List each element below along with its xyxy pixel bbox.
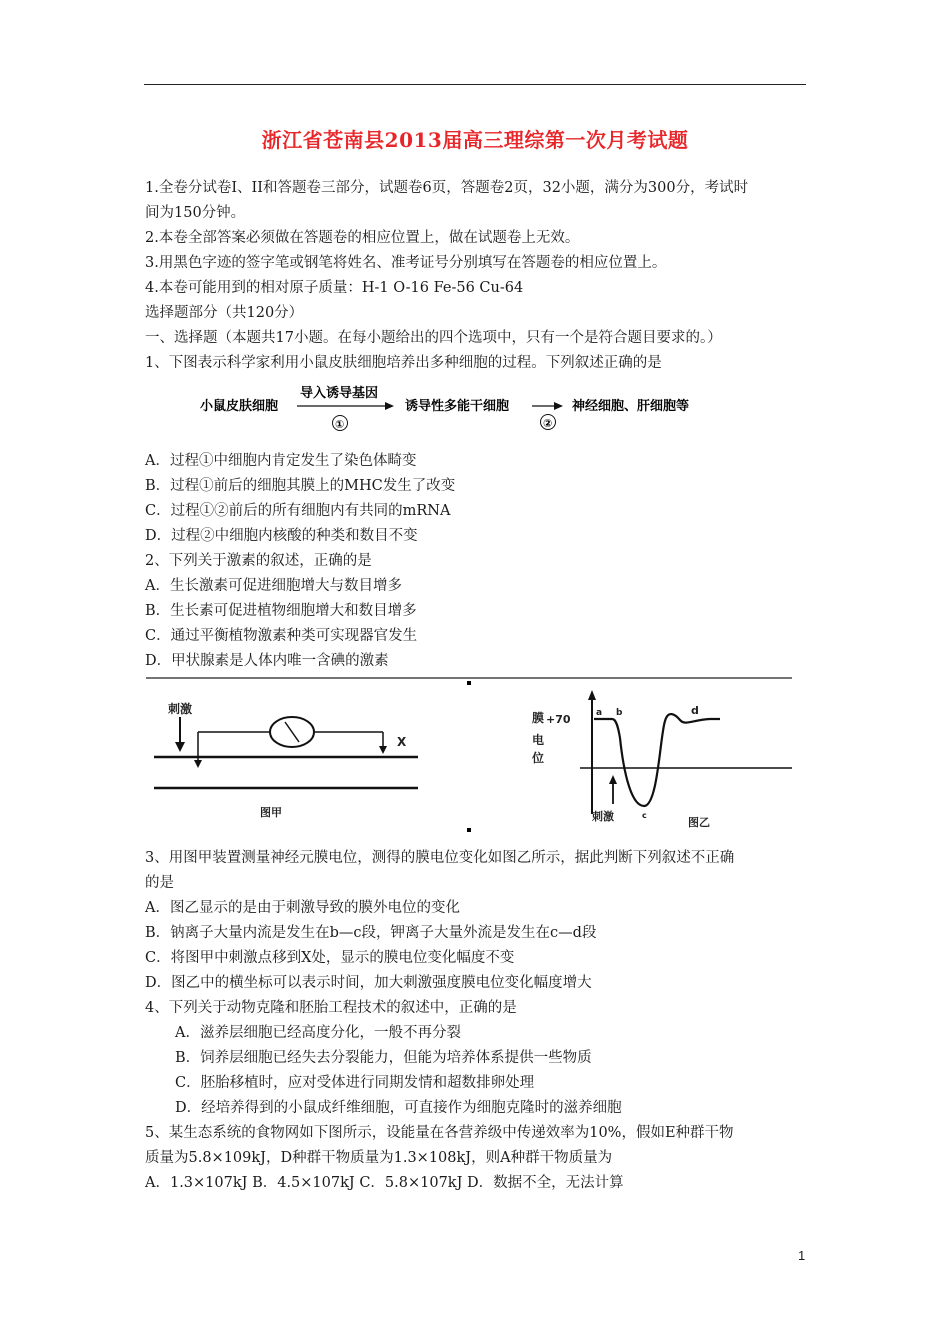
jia-stimulus-label: 刺激 <box>168 702 193 716</box>
jia-caption: 图甲 <box>260 806 282 819</box>
q5-options: A．1.3×107kJ B．4.5×107kJ C．5.8×107kJ D．数据不全，无法计算 <box>145 1175 624 1191</box>
flow-node-differentiated: 神经细胞、肝细胞等 <box>572 399 690 414</box>
q1-flow-diagram <box>0 0 950 450</box>
q1-option-c: C．过程①②前后的所有细胞内有共同的mRNA <box>145 503 451 519</box>
q5-stem-1: 5、某生态系统的食物网如下图所示，设能量在各营养级中传递效率为10%，假如E种群干物 <box>145 1125 734 1141</box>
instruction-4: 4.本卷可能用到的相对原子质量：H-1 O-16 Fe-56 Cu-64 <box>145 280 524 296</box>
yi-stimulus-label: 刺激 <box>592 810 614 823</box>
yi-point-b: b <box>616 708 623 718</box>
yi-caption: 图乙 <box>688 816 710 829</box>
flow-node-ips-cell: 诱导性多能干细胞 <box>405 399 510 414</box>
q3-figures <box>140 676 800 836</box>
q4-option-a: A．滋养层细胞已经高度分化，一般不再分裂 <box>175 1025 461 1041</box>
figure-jia <box>154 701 418 819</box>
q4-option-c: C．胚胎移植时，应对受体进行同期发情和超数排卵处理 <box>175 1075 535 1091</box>
q4-stem: 4、下列关于动物克隆和胚胎工程技术的叙述中，正确的是 <box>145 1000 517 1016</box>
yi-point-a: a <box>596 708 603 718</box>
q3-stem-1: 3、用图甲装置测量神经元膜电位，测得的膜电位变化如图乙所示，据此判断下列叙述不正确 <box>145 850 735 866</box>
section-title: 选择题部分（共120分） <box>145 305 304 321</box>
instruction-1b: 间为150分钟。 <box>145 205 246 221</box>
jia-electrode-right-tip <box>379 746 387 754</box>
q2-option-b: B．生长素可促进植物细胞增大和数目增多 <box>145 603 417 619</box>
yi-stimulus-arrowhead <box>609 775 617 784</box>
q2-option-a: A．生长激素可促进细胞增大与数目增多 <box>145 578 402 594</box>
yi-ylabel-3: 位 <box>532 751 545 765</box>
yi-ytick-70: +70 <box>546 713 571 726</box>
flow-arrow1-head <box>385 402 394 410</box>
q2-option-d: D．甲状腺素是人体内唯一含碘的激素 <box>145 653 389 669</box>
flow-arrow2-head <box>554 402 563 410</box>
flow-arrow1-label: 导入诱导基因 <box>300 386 379 401</box>
instruction-2: 2.本卷全部答案必须做在答题卷的相应位置上，做在试题卷上无效。 <box>145 230 580 246</box>
q5-stem-2: 质量为5.8×109kJ，D种群干物质量为1.3×108kJ，则A种群干物质量为 <box>145 1150 613 1166</box>
q1-option-b: B．过程①前后的细胞其膜上的MHC发生了改变 <box>145 478 456 494</box>
yi-ylabel-1: 膜 <box>532 711 545 725</box>
flow-node-skin-cell: 小鼠皮肤细胞 <box>200 399 279 414</box>
q2-stem: 2、下列关于激素的叙述，正确的是 <box>145 553 372 569</box>
q1-stem: 1、下图表示科学家利用小鼠皮肤细胞培养出多种细胞的过程。下列叙述正确的是 <box>145 355 662 371</box>
q2-option-c: C．通过平衡植物激素种类可实现器官发生 <box>145 628 418 644</box>
q1-option-a: A．过程①中细胞内肯定发生了染色体畸变 <box>145 453 417 469</box>
page-title: 浙江省苍南县2013届高三理综第一次月考试题 <box>261 128 689 152</box>
instruction-1a: 1.全卷分试卷I、II和答题卷三部分，试题卷6页，答题卷2页，32小题，满分为300分，考试时 <box>145 180 749 196</box>
q4-option-d: D．经培养得到的小鼠成纤维细胞，可直接作为细胞克隆时的滋养细胞 <box>175 1100 622 1116</box>
flow-step1-label: ① <box>335 418 345 431</box>
page-number: 1 <box>798 1248 806 1263</box>
q3-option-c: C．将图甲中刺激点移到X处，显示的膜电位变化幅度不变 <box>145 950 515 966</box>
part-title: 一、选择题（本题共17小题。在每小题给出的四个选项中，只有一个是符合题目要求的。） <box>145 330 722 346</box>
yi-y-axis-arrow <box>588 690 596 700</box>
q4-option-b: B．饲养层细胞已经失去分裂能力，但能为培养体系提供一些物质 <box>175 1050 592 1066</box>
q3-option-a: A．图乙显示的是由于刺激导致的膜外电位的变化 <box>145 900 460 916</box>
jia-stimulus-arrowhead <box>175 742 185 752</box>
q3-stem-2: 的是 <box>145 875 174 891</box>
q1-option-d: D．过程②中细胞内核酸的种类和数目不变 <box>145 528 418 544</box>
q3-option-b: B．钠离子大量内流是发生在b—c段，钾离子大量外流是发生在c—d段 <box>145 925 597 941</box>
flow-step2-label: ② <box>543 417 553 430</box>
figure-yi <box>531 690 792 829</box>
q3-option-d: D．图乙中的横坐标可以表示时间，加大刺激强度膜电位变化幅度增大 <box>145 975 592 991</box>
yi-ylabel-2: 电 <box>532 733 545 747</box>
jia-electrode-left-tip <box>194 760 202 768</box>
yi-point-c: c <box>642 811 647 820</box>
jia-x-label: X <box>397 735 407 749</box>
instruction-3: 3.用黑色字迹的签字笔或钢笔将姓名、准考证号分别填写在答题卷的相应位置上。 <box>145 255 667 271</box>
yi-point-d: d <box>691 704 699 717</box>
